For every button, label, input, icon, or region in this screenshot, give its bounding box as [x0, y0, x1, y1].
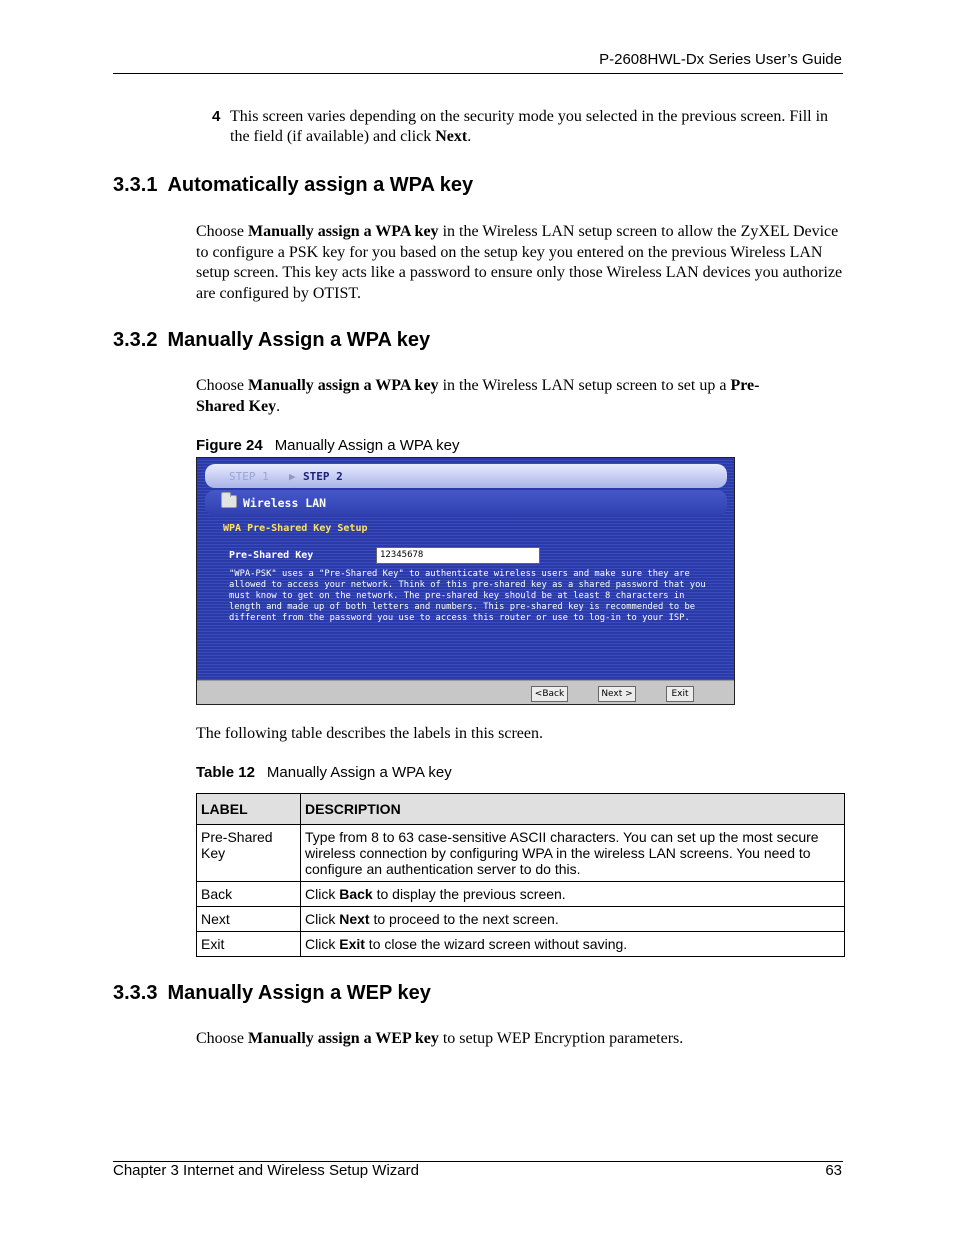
- section-title-bar: [205, 490, 727, 516]
- table-row: [197, 825, 845, 882]
- section-3-3-2-paragraph: [196, 376, 808, 417]
- button-bar: [197, 680, 735, 705]
- table-row: [197, 882, 845, 907]
- desc-text: Type from 8 to 63 case-sensitive ASCII characters. You can set up the most secure wireless connection by configuring WPA in the wireless LAN screens. You need to configure an authentication server to do this.: [305, 829, 819, 877]
- para-bold: Manually assign a WEP key: [248, 1030, 439, 1047]
- step-text-b: .: [467, 128, 472, 145]
- table-row: [197, 932, 845, 957]
- section-heading-3-3-3: [113, 982, 431, 1005]
- row-description: [301, 882, 845, 907]
- desc-bold: Exit: [339, 936, 365, 952]
- para-bold: Manually assign a WPA key: [248, 223, 439, 240]
- section-heading-3-3-2: [113, 329, 430, 352]
- psk-label: Pre-Shared Key: [229, 550, 314, 561]
- step-text-bold: Next: [435, 128, 468, 145]
- para-bold: Manually assign a WPA key: [248, 377, 439, 394]
- para-text: in the Wireless LAN setup screen to set up a: [438, 377, 731, 394]
- table-label: Table 12: [196, 764, 255, 781]
- step-progress-bar: [205, 464, 727, 488]
- para-text: Choose: [196, 1030, 248, 1047]
- row-label: Exit: [197, 932, 301, 957]
- step-text: [230, 107, 850, 147]
- desc-bold: Back: [339, 886, 373, 902]
- section-title: Manually Assign a WEP key: [167, 982, 431, 1004]
- next-button[interactable]: Next >: [598, 686, 636, 702]
- folder-icon: [221, 495, 237, 508]
- section-number: 3.3.3: [113, 982, 158, 1004]
- step-1-label[interactable]: STEP 1: [229, 470, 269, 483]
- psk-input[interactable]: 12345678: [376, 547, 540, 564]
- wizard-screenshot: [196, 457, 735, 705]
- step-text-a: This screen varies depending on the security mode you selected in the previous screen. Fill in the field (if available) and click: [230, 108, 829, 145]
- labels-table: [196, 793, 845, 957]
- para-text: Choose: [196, 223, 248, 240]
- table-caption-text: Manually Assign a WPA key: [266, 764, 452, 781]
- desc-text: to proceed to the next screen.: [369, 911, 559, 927]
- footer-page-number: 63: [825, 1162, 842, 1179]
- table-row: [197, 907, 845, 932]
- row-label: Pre-Shared Key: [197, 825, 301, 882]
- step-arrow-icon: ▶: [289, 470, 296, 483]
- desc-bold: Next: [339, 911, 370, 927]
- para-text: Choose: [196, 377, 248, 394]
- table-intro-text: The following table describes the labels in this screen.: [196, 725, 544, 742]
- step-number: 4: [212, 108, 221, 125]
- para-text: to setup WEP Encryption parameters.: [438, 1030, 684, 1047]
- section-number: 3.3.1: [113, 174, 158, 196]
- para-text: .: [276, 397, 281, 415]
- running-header-title: P-2608HWL-Dx Series User’s Guide: [599, 51, 842, 68]
- step-2-label: STEP 2: [303, 470, 343, 483]
- footer-chapter: Chapter 3 Internet and Wireless Setup Wizard: [113, 1162, 419, 1179]
- table-caption: [196, 764, 452, 781]
- section-title: Manually Assign a WPA key: [167, 329, 431, 351]
- para-bold: Pre-Shared Key: [196, 377, 760, 415]
- row-description: [301, 907, 845, 932]
- header-rule: [113, 73, 843, 74]
- section-3-3-3-paragraph: [196, 1029, 846, 1050]
- desc-text: to display the previous screen.: [372, 886, 566, 902]
- figure-caption: [196, 437, 460, 454]
- header-label: LABEL: [197, 794, 301, 825]
- exit-button[interactable]: Exit: [666, 686, 694, 702]
- desc-text: to close the wizard screen without saving.: [364, 936, 628, 952]
- wpa-setup-title: WPA Pre-Shared Key Setup: [223, 523, 368, 534]
- desc-text: Click: [305, 936, 340, 952]
- back-button[interactable]: <Back: [531, 686, 568, 702]
- para-text: in the Wireless LAN setup screen to allow the ZyXEL Device to configure a PSK key for you based on the setup key you entered on the previous Wireless LAN setup screen. This key acts like a password to ensure only those Wireless LAN devices you authorize are configured by OTIST.: [196, 223, 843, 302]
- desc-text: Click: [305, 886, 340, 902]
- section-number: 3.3.2: [113, 329, 158, 351]
- figure-label: Figure 24: [196, 437, 263, 454]
- figure-caption-text: Manually Assign a WPA key: [274, 437, 460, 454]
- row-description: [301, 825, 845, 882]
- row-label: Next: [197, 907, 301, 932]
- section-heading-3-3-1: [113, 174, 473, 197]
- table-header-row: [197, 794, 845, 825]
- section-3-3-1-paragraph: [196, 222, 846, 304]
- row-label: Back: [197, 882, 301, 907]
- section-title: Automatically assign a WPA key: [167, 174, 474, 196]
- psk-help-text: "WPA-PSK" uses a "Pre-Shared Key" to authenticate wireless users and make sure they are allowed to access your network. Think of this pre-shared key as a shared password that you must know to get on the network. The pre-shared key should be at least 8 characters in length and made up of both letters and numbers. This pre-shared key is recommended to be different from the password you use to access this router or use to log-in to your ISP.: [229, 569, 706, 623]
- desc-text: Click: [305, 911, 340, 927]
- row-description: [301, 932, 845, 957]
- header-description: DESCRIPTION: [301, 794, 845, 825]
- wireless-lan-title: Wireless LAN: [243, 496, 327, 510]
